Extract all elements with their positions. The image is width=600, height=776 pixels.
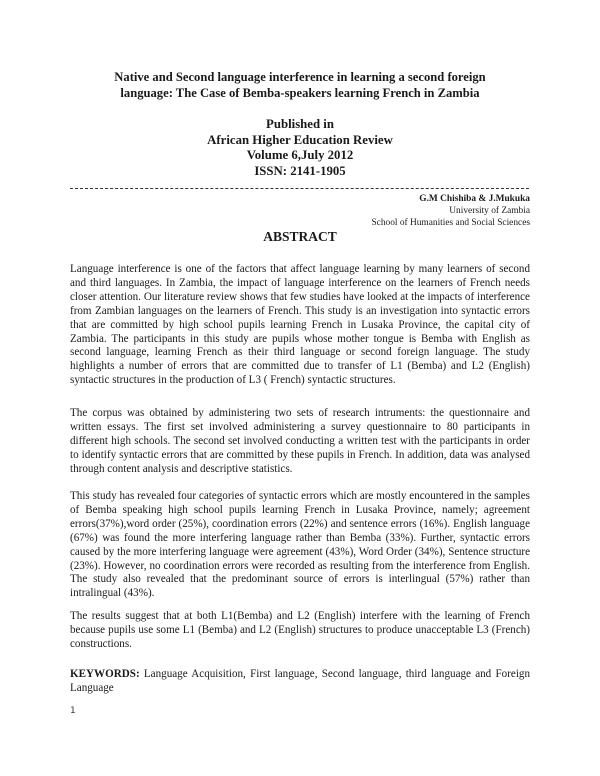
title-line-1: Native and Second language interference in learning a second foreign bbox=[114, 70, 486, 84]
school: School of Humanities and Social Sciences bbox=[371, 218, 530, 228]
journal-name: African Higher Education Review bbox=[207, 132, 393, 147]
title-line-2: language: The Case of Bemba-speakers learning French in Zambia bbox=[120, 86, 480, 100]
university: University of Zambia bbox=[449, 206, 530, 216]
dashed-divider bbox=[70, 188, 529, 189]
abstract-paragraph-4: The results suggest that at both L1(Bemba) and L2 (English) interfere with the learning of French because pupils use some L1 (Bemba) and L2 (English) structures to produce unacceptable L3 (French) constructions. bbox=[70, 610, 530, 650]
paper-title bbox=[70, 69, 530, 101]
abstract-paragraph-1: Language interference is one of the factors that affect language learning by many learners of second and third languages. In Zambia, the impact of language interference on the learners of French needs closer attention. Our literature review shows that few studies have looked at the impacts of interference from Zambian languages on the learners of French. This study is an investigation into syntactic errors that are committed by high school pupils learning French in Lusaka Province, the capital city of Zambia. The participants in this study are pupils whose mother tongue is Bemba with English as second language, learning French as their third language or second foreign language. The study highlights a number of errors that are committed due to transfer of L1 (Bemba) and L2 (English) syntactic structures in the production of L3 ( French) syntactic structures. bbox=[70, 263, 530, 387]
volume-date: Volume 6,July 2012 bbox=[246, 148, 354, 162]
issn: ISSN: 2141-1905 bbox=[254, 163, 346, 178]
page-number: 1 bbox=[70, 706, 76, 716]
abstract-paragraph-3: This study has revealed four categories of syntactic errors which are mostly encountered in the samples of Bemba speaking high school pupils learning French in Lusaka Province, namely; agreement errors(37%),word order (25%), coordination errors (22%) and sentence errors (16%). English language (67%) was found the more interfering language rather than Bemba (33%). Further, syntactic errors caused by the more interfering language were agreement (43%), Word Order (34%), Sentence structure (23%). However, no coordination errors were recorded as resulting from the interference from English. The study also revealed that the predominant source of errors is interlingual (57%) rather than intralingual (43%). bbox=[70, 490, 530, 600]
abstract-paragraph-2: The corpus was obtained by administering two sets of research intruments: the questionnaire and written essays. The first set involved administering a survey questionnaire to 80 participants in different high schools. The second set involved conducting a written test with the participants in order to identify syntactic errors that are committed by these pupils in French. In addition, data was analysed through content analysis and descriptive statistics. bbox=[70, 407, 530, 475]
keywords bbox=[70, 668, 530, 696]
published-in: Published in bbox=[266, 117, 334, 131]
publication-info bbox=[70, 117, 530, 179]
author-affiliation bbox=[230, 193, 530, 229]
authors: G.M Chishiba & J.Mukuka bbox=[419, 194, 530, 204]
keywords-label: KEYWORDS: bbox=[70, 668, 140, 680]
keywords-list: Language Acquisition, First language, Second language, third language and Foreign Language bbox=[70, 668, 530, 694]
abstract-heading: ABSTRACT bbox=[263, 229, 337, 244]
